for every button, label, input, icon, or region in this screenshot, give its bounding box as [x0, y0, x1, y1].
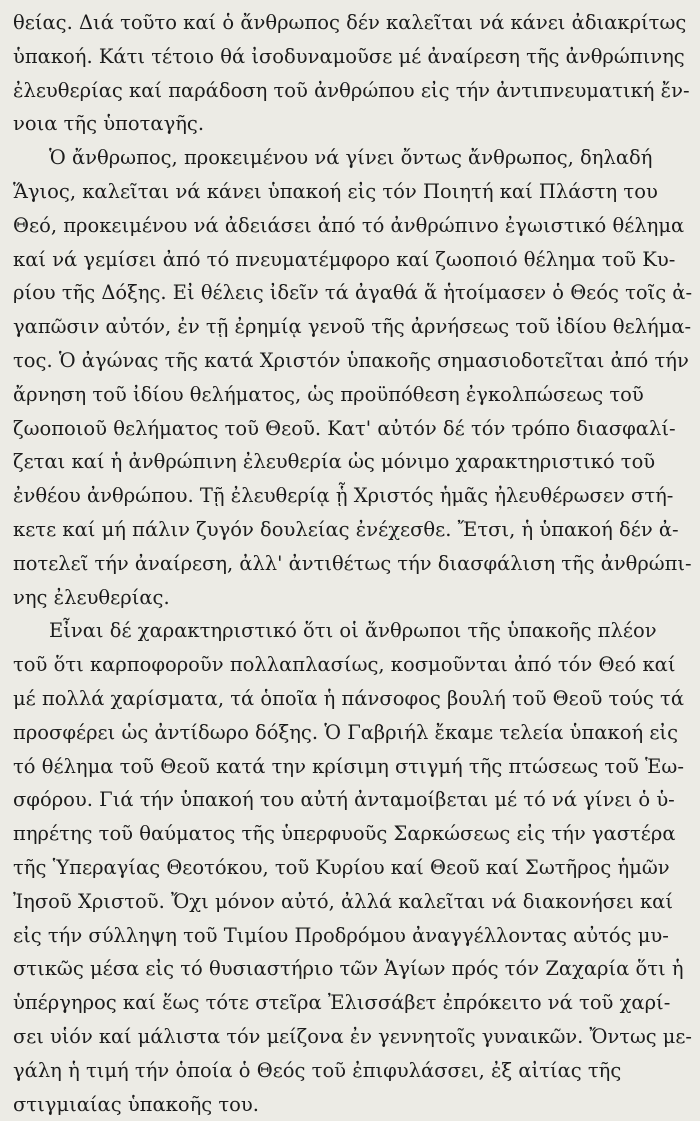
text-line: τοῦ ὅτι καρποφοροῦν πολλαπλασίως, κοσμοῦνται ἀπό τόν Θεό καί: [13, 648, 692, 682]
paragraph-2: [13, 141, 692, 614]
text-line: Θεό, προκειμένου νά ἀδειάσει ἀπό τό ἀνθρώπινο ἐγωιστικό θέλημα: [13, 209, 692, 243]
text-line: θείας. Διά τοῦτο καί ὁ ἄνθρωπος δέν καλεῖται νά κάνει ἀδιακρίτως: [13, 6, 692, 40]
text-line: γαπῶσιν αὐτόν, ἐν τῇ ἐρημίᾳ γενοῦ τῆς ἀρνήσεως τοῦ ἰδίου θελήμα-: [13, 310, 692, 344]
text-line: πηρέτης τοῦ θαύματος τῆς ὑπερφυοῦς Σαρκώσεως εἰς τήν γαστέρα: [13, 817, 692, 851]
text-line: ἐλευθερίας καί παράδοση τοῦ ἀνθρώπου εἰς τήν ἀντιπνευματική ἔν-: [13, 74, 692, 108]
text-line: νης ἐλευθερίας.: [13, 581, 692, 615]
text-line: ρίου τῆς Δόξης. Εἰ θέλεις ἰδεῖν τά ἀγαθά ἅ ἡτοίμασεν ὁ Θεός τοῖς ἀ-: [13, 276, 692, 310]
text-line: ὑπακοή. Κάτι τέτοιο θά ἰσοδυναμοῦσε μέ ἀναίρεση τῆς ἀνθρώπινης: [13, 40, 692, 74]
text-line: στικῶς μέσα εἰς τό θυσιαστήριο τῶν Ἁγίων πρός τόν Ζαχαρία ὅτι ἡ: [13, 952, 692, 986]
paragraph-1: [13, 6, 692, 141]
text-line: ὑπέργηρος καί ἕως τότε στεῖρα Ἐλισσάβετ ἐπρόκειτο νά τοῦ χαρί-: [13, 986, 692, 1020]
text-line: γάλη ἡ τιμή τήν ὁποία ὁ Θεός τοῦ ἐπιφυλάσσει, ἐξ αἰτίας τῆς: [13, 1054, 692, 1088]
paragraph-3: [13, 614, 692, 1121]
text-line: προσφέρει ὡς ἀντίδωρο δόξης. Ὁ Γαβριήλ ἔκαμε τελεία ὑπακοή εἰς: [13, 716, 692, 750]
text-line: ζωοποιοῦ θελήματος τοῦ Θεοῦ. Κατ' αὐτόν δέ τόν τρόπο διασφαλί-: [13, 412, 692, 446]
text-line: στιγμιαίας ὑπακοῆς του.: [13, 1088, 692, 1121]
text-line: τος. Ὁ ἀγώνας τῆς κατά Χριστόν ὑπακοῆς σημασιοδοτεῖται ἀπό τήν: [13, 344, 692, 378]
text-line: τό θέλημα τοῦ Θεοῦ κατά την κρίσιμη στιγμή τῆς πτώσεως τοῦ Ἑω-: [13, 750, 692, 784]
text-line: Ἅγιος, καλεῖται νά κάνει ὑπακοή εἰς τόν Ποιητή καί Πλάστη του: [13, 175, 692, 209]
text-line: μέ πολλά χαρίσματα, τά ὁποῖα ἡ πάνσοφος βουλή τοῦ Θεοῦ τούς τά: [13, 682, 692, 716]
text-line: ἄρνηση τοῦ ἰδίου θελήματος, ὡς προϋπόθεση ἐγκολπώσεως τοῦ: [13, 378, 692, 412]
text-line: εἰς τήν σύλληψη τοῦ Τιμίου Προδρόμου ἀναγγέλλοντας αὐτός μυ-: [13, 919, 692, 953]
text-line: σει υἱόν καί μάλιστα τόν μείζονα ἐν γεννητοῖς γυναικῶν. Ὄντως με-: [13, 1020, 692, 1054]
text-line: ἐνθέου ἀνθρώπου. Τῇ ἐλευθερίᾳ ᾗ Χριστός ἡμᾶς ἠλευθέρωσεν στή-: [13, 479, 692, 513]
text-line: Ὁ ἄνθρωπος, προκειμένου νά γίνει ὄντως ἄνθρωπος, δηλαδή: [13, 141, 692, 175]
text-line: κετε καί μή πάλιν ζυγόν δουλείας ἐνέχεσθε. Ἔτσι, ἡ ὑπακοή δέν ἀ-: [13, 513, 692, 547]
text-line: τῆς Ὑπεραγίας Θεοτόκου, τοῦ Κυρίου καί Θεοῦ καί Σωτῆρος ἡμῶν: [13, 851, 692, 885]
text-line: ζεται καί ἡ ἀνθρώπινη ἐλευθερία ὡς μόνιμο χαρακτηριστικό τοῦ: [13, 445, 692, 479]
text-line: Ἰησοῦ Χριστοῦ. Ὄχι μόνον αὐτό, ἀλλά καλεῖται νά διακονήσει καί: [13, 885, 692, 919]
text-line: ποτελεῖ τήν ἀναίρεση, ἀλλ' ἀντιθέτως τήν διασφάλιση τῆς ἀνθρώπι-: [13, 547, 692, 581]
text-line: Εἶναι δέ χαρακτηριστικό ὅτι οἱ ἄνθρωποι τῆς ὑπακοῆς πλέον: [13, 614, 692, 648]
text-line: νοια τῆς ὑποταγῆς.: [13, 107, 692, 141]
text-line: καί νά γεμίσει ἀπό τό πνευματέμφορο καί ζωοποιό θέλημα τοῦ Κυ-: [13, 243, 692, 277]
text-line: σφόρου. Γιά τήν ὑπακοή του αὐτή ἀνταμοίβεται μέ τό νά γίνει ὁ ὑ-: [13, 783, 692, 817]
